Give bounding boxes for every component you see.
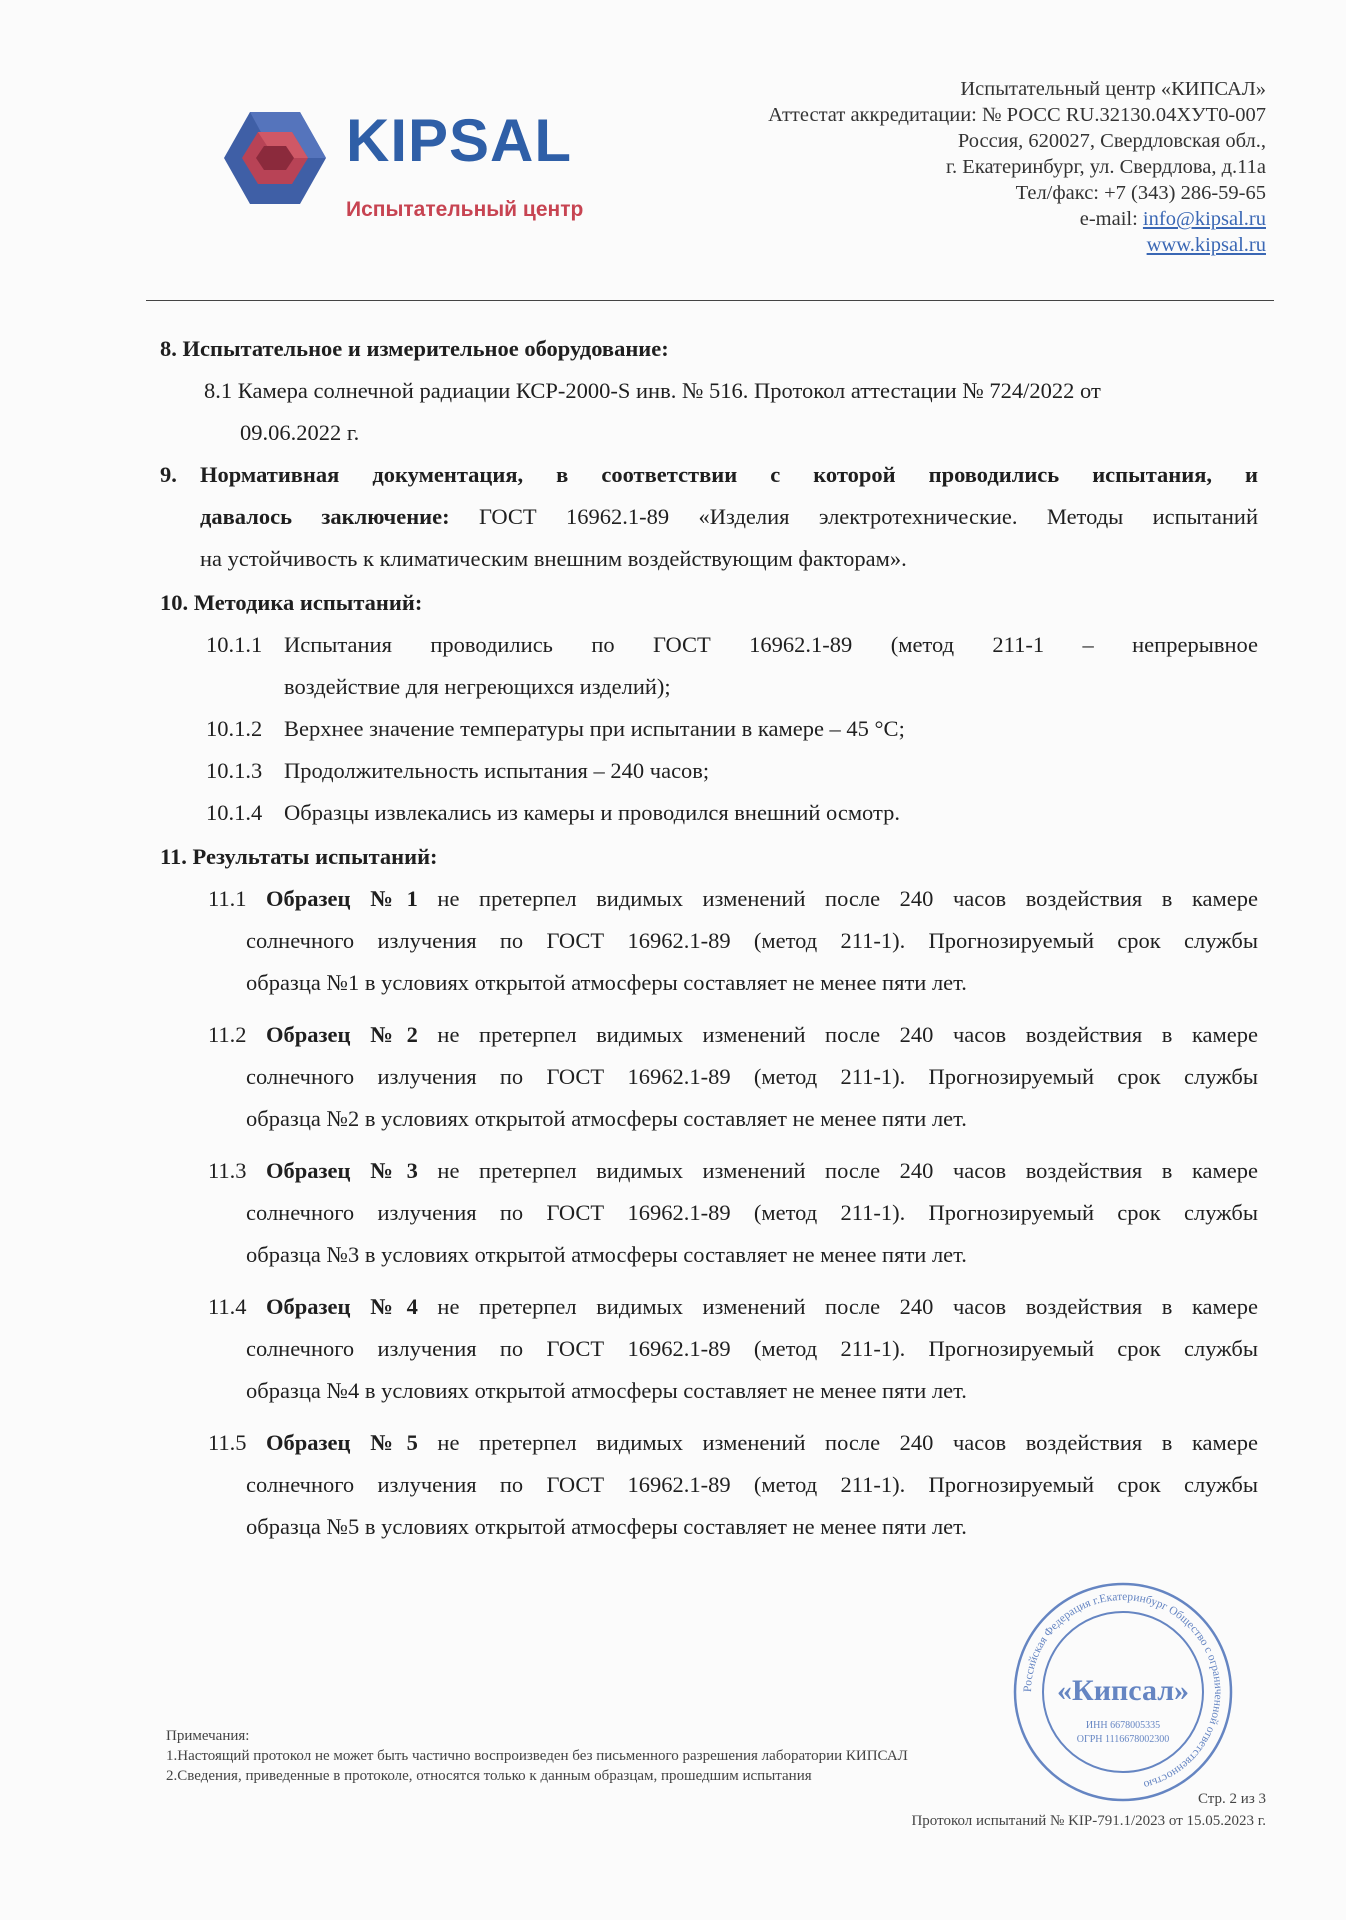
result-5-line2: солнечного излучения по ГОСТ 16962.1-89 (метод 211-1). Прогнозируемый срок службы	[246, 1472, 1258, 1497]
section-11-heading: 11. Результаты испытаний:	[160, 844, 438, 869]
section-10-1-2-num: 10.1.2	[206, 716, 263, 741]
result-1-line1-rest: не претерпел видимых изменений после 240 часов воздействия в камере	[417, 886, 1258, 911]
result-2-sample: Образец №2	[266, 1022, 418, 1047]
result-3-line1	[266, 1158, 1258, 1184]
protocol-reference: Протокол испытаний № KIP-791.1/2023 от 15.05.2023 г.	[911, 1813, 1266, 1829]
header-contacts	[768, 76, 1266, 258]
header-email-row	[768, 206, 1266, 232]
result-2-line1-rest: не претерпел видимых изменений после 240 часов воздействия в камере	[417, 1022, 1258, 1047]
section-10-1-3-num: 10.1.3	[206, 758, 263, 783]
result-3-sample: Образец №3	[266, 1158, 418, 1183]
result-1-num: 11.1	[208, 886, 247, 911]
header-phone: Тел/факс: +7 (343) 286-59-65	[1015, 182, 1266, 204]
page-number: Стр. 2 из 3	[1198, 1791, 1266, 1807]
stamp-inn: ИНН 6678005335	[1085, 1720, 1161, 1731]
section-10-1-2-text: Верхнее значение температуры при испытании в камере – 45 °С;	[284, 716, 905, 741]
result-5-line3: образца №5 в условиях открытой атмосферы составляет не менее пяти лет.	[246, 1514, 967, 1539]
result-5-num: 11.5	[208, 1430, 247, 1455]
result-2-num: 11.2	[208, 1022, 247, 1047]
result-4-line1	[266, 1294, 1258, 1320]
section-9-line3: на устойчивость к климатическим внешним воздействующим факторам».	[200, 546, 907, 571]
result-5-sample: Образец №5	[266, 1430, 418, 1455]
note-1: 1.Настоящий протокол не может быть частично воспроизведен без письменного разрешения лаборатории КИПСАЛ	[166, 1748, 908, 1764]
section-8-heading: 8. Испытательное и измерительное оборудование:	[160, 336, 669, 361]
logo-subtitle: Испытательный центр	[346, 198, 584, 221]
result-4-line1-rest: не претерпел видимых изменений после 240 часов воздействия в камере	[417, 1294, 1258, 1319]
header-address-1: Россия, 620027, Свердловская обл.,	[957, 130, 1266, 152]
stamp-ogrn: ОГРН 1116678002300	[1076, 1734, 1170, 1745]
result-5-line1	[266, 1430, 1258, 1456]
section-10-1-3-text: Продолжительность испытания – 240 часов;	[284, 758, 710, 783]
result-4-num: 11.4	[208, 1294, 247, 1319]
header-divider	[146, 300, 1274, 301]
result-4-sample: Образец №4	[266, 1294, 418, 1319]
header-center-name: Испытательный центр «КИПСАЛ»	[960, 78, 1266, 100]
result-5-line1-rest: не претерпел видимых изменений после 240 часов воздействия в камере	[417, 1430, 1258, 1455]
kipsal-logo	[220, 108, 620, 228]
section-10-1-1-num: 10.1.1	[206, 632, 263, 657]
result-4-line3: образца №4 в условиях открытой атмосферы составляет не менее пяти лет.	[246, 1378, 967, 1403]
result-1-line1	[266, 886, 1258, 912]
result-3-line2: солнечного излучения по ГОСТ 16962.1-89 (метод 211-1). Прогнозируемый срок службы	[246, 1200, 1258, 1225]
section-10-1-1-line2: воздействие для негреющихся изделий);	[284, 674, 671, 699]
section-10-1-4-num: 10.1.4	[206, 800, 263, 825]
result-2-line3: образца №2 в условиях открытой атмосферы составляет не менее пяти лет.	[246, 1106, 967, 1131]
result-3-line1-rest: не претерпел видимых изменений после 240 часов воздействия в камере	[417, 1158, 1258, 1183]
section-8-1-line1: 8.1 Камера солнечной радиации КСР-2000-S инв. № 516. Протокол аттестации № 724/2022 от	[204, 378, 1101, 403]
result-1-line3: образца №1 в условиях открытой атмосферы составляет не менее пяти лет.	[246, 970, 967, 995]
company-stamp	[1006, 1582, 1240, 1802]
section-9-num: 9.	[160, 462, 177, 487]
notes-block	[166, 1726, 908, 1786]
email-label: e-mail:	[1079, 208, 1143, 230]
section-10-heading: 10. Методика испытаний:	[160, 590, 423, 615]
notes-title: Примечания:	[166, 1728, 250, 1744]
result-3-line3: образца №3 в условиях открытой атмосферы составляет не менее пяти лет.	[246, 1242, 967, 1267]
result-2-line1	[266, 1022, 1258, 1048]
section-9-line1: Нормативная документация, в соответствии с которой проводились испытания, и	[200, 462, 1258, 487]
website-link[interactable]: www.kipsal.ru	[1146, 234, 1266, 256]
section-10-1-4-text: Образцы извлекались из камеры и проводился внешний осмотр.	[284, 800, 900, 825]
section-9-line2	[200, 504, 1258, 530]
email-link[interactable]: info@kipsal.ru	[1142, 208, 1266, 230]
stamp-ring-text: Российская Федерация г.Екатеринбург Общество с ограниченной ответственностью	[1021, 1590, 1225, 1791]
stamp-center-text: «Кипсал»	[1056, 1674, 1190, 1707]
section-9-line2-rest: ГОСТ 16962.1-89 «Изделия электротехнические. Методы испытаний	[449, 504, 1258, 529]
header-accreditation: Аттестат аккредитации: № РОСС RU.32130.04ХУТ0-007	[768, 104, 1266, 126]
note-2: 2.Сведения, приведенные в протоколе, относятся только к данным образцам, прошедшим испытания	[166, 1768, 812, 1784]
result-3-num: 11.3	[208, 1158, 247, 1183]
section-9-line2-bold: давалось заключение:	[200, 504, 450, 529]
hexagon-logo-icon	[220, 108, 330, 208]
result-2-line2: солнечного излучения по ГОСТ 16962.1-89 (метод 211-1). Прогнозируемый срок службы	[246, 1064, 1258, 1089]
header-address-2: г. Екатеринбург, ул. Свердлова, д.11а	[945, 156, 1266, 178]
section-8-1-line2: 09.06.2022 г.	[240, 420, 360, 445]
result-1-sample: Образец №1	[266, 886, 418, 911]
result-4-line2: солнечного излучения по ГОСТ 16962.1-89 (метод 211-1). Прогнозируемый срок службы	[246, 1336, 1258, 1361]
page-footer	[911, 1788, 1266, 1832]
result-1-line2: солнечного излучения по ГОСТ 16962.1-89 (метод 211-1). Прогнозируемый срок службы	[246, 928, 1258, 953]
logo-wordmark: KIPSAL	[346, 107, 573, 174]
section-10-1-1-line1: Испытания проводились по ГОСТ 16962.1-89 (метод 211-1 – непрерывное	[284, 632, 1258, 657]
